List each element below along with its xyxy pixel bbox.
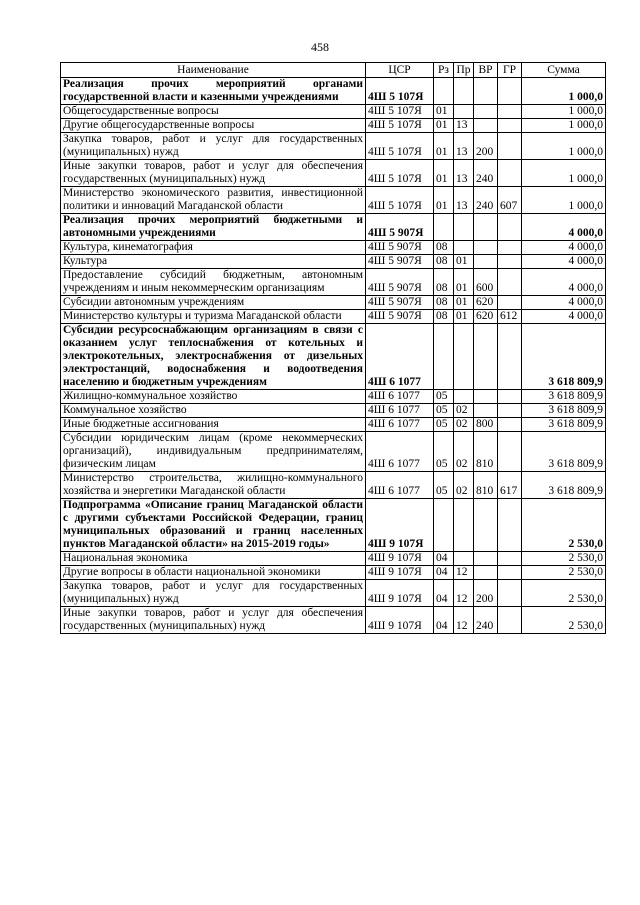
cell-gr bbox=[498, 580, 522, 607]
table-row bbox=[61, 390, 606, 404]
cell-pr: 13 bbox=[454, 119, 474, 133]
cell-sum: 1 000,0 bbox=[522, 133, 606, 160]
cell-rz: 08 bbox=[434, 255, 454, 269]
cell-csr: 4Ш 6 1077 bbox=[366, 418, 434, 432]
cell-name: Другие вопросы в области национальной экономики bbox=[61, 566, 366, 580]
cell-pr bbox=[454, 552, 474, 566]
table-row bbox=[61, 324, 606, 390]
cell-sum: 1 000,0 bbox=[522, 105, 606, 119]
cell-vr: 600 bbox=[474, 269, 498, 296]
cell-csr: 4Ш 9 107Я bbox=[366, 499, 434, 552]
cell-csr: 4Ш 5 907Я bbox=[366, 296, 434, 310]
cell-csr: 4Ш 6 1077 bbox=[366, 324, 434, 390]
cell-name: Другие общегосударственные вопросы bbox=[61, 119, 366, 133]
page-number: 458 bbox=[311, 40, 329, 54]
cell-vr bbox=[474, 324, 498, 390]
cell-name: Закупка товаров, работ и услуг для государственных (муниципальных) нужд bbox=[61, 580, 366, 607]
cell-vr bbox=[474, 566, 498, 580]
cell-name: Общегосударственные вопросы bbox=[61, 105, 366, 119]
cell-gr bbox=[498, 499, 522, 552]
cell-gr: 607 bbox=[498, 187, 522, 214]
cell-sum: 3 618 809,9 bbox=[522, 472, 606, 499]
cell-rz: 01 bbox=[434, 160, 454, 187]
table-row bbox=[61, 418, 606, 432]
cell-rz: 05 bbox=[434, 390, 454, 404]
cell-csr: 4Ш 9 107Я bbox=[366, 607, 434, 634]
cell-gr bbox=[498, 133, 522, 160]
table-header-row bbox=[61, 63, 606, 78]
cell-csr: 4Ш 9 107Я bbox=[366, 552, 434, 566]
table-row bbox=[61, 580, 606, 607]
cell-vr bbox=[474, 499, 498, 552]
cell-rz bbox=[434, 214, 454, 241]
cell-pr: 02 bbox=[454, 432, 474, 472]
table-row bbox=[61, 499, 606, 552]
table-row bbox=[61, 566, 606, 580]
cell-rz: 04 bbox=[434, 580, 454, 607]
table-row bbox=[61, 607, 606, 634]
cell-rz bbox=[434, 78, 454, 105]
table-row bbox=[61, 296, 606, 310]
cell-pr bbox=[454, 214, 474, 241]
table-row bbox=[61, 310, 606, 324]
cell-rz: 05 bbox=[434, 404, 454, 418]
cell-vr: 810 bbox=[474, 472, 498, 499]
table-row bbox=[61, 214, 606, 241]
table-row bbox=[61, 160, 606, 187]
cell-sum: 4 000,0 bbox=[522, 255, 606, 269]
cell-pr: 12 bbox=[454, 607, 474, 634]
header-rz: Рз bbox=[434, 63, 454, 78]
cell-csr: 4Ш 6 1077 bbox=[366, 390, 434, 404]
cell-sum: 1 000,0 bbox=[522, 78, 606, 105]
cell-vr bbox=[474, 78, 498, 105]
cell-rz: 08 bbox=[434, 310, 454, 324]
cell-rz: 05 bbox=[434, 472, 454, 499]
cell-name: Субсидии ресурсоснабжающим организациям в связи с оказанием услуг теплоснабжения от котельных и электрокотельных, электроснабжения от дизельных электростанций, водоснабжения и водоотведения населению и бюджетным учреждениям bbox=[61, 324, 366, 390]
cell-gr bbox=[498, 607, 522, 634]
cell-name: Иные закупки товаров, работ и услуг для обеспечения государственных (муниципальных) нужд bbox=[61, 160, 366, 187]
table-row bbox=[61, 269, 606, 296]
cell-rz: 01 bbox=[434, 119, 454, 133]
cell-gr bbox=[498, 269, 522, 296]
cell-gr bbox=[498, 390, 522, 404]
cell-sum: 3 618 809,9 bbox=[522, 432, 606, 472]
cell-csr: 4Ш 5 907Я bbox=[366, 214, 434, 241]
cell-csr: 4Ш 5 907Я bbox=[366, 255, 434, 269]
cell-vr: 200 bbox=[474, 133, 498, 160]
cell-pr: 02 bbox=[454, 404, 474, 418]
cell-csr: 4Ш 9 107Я bbox=[366, 566, 434, 580]
cell-vr: 620 bbox=[474, 296, 498, 310]
cell-sum: 3 618 809,9 bbox=[522, 390, 606, 404]
cell-pr: 01 bbox=[454, 310, 474, 324]
table-row bbox=[61, 187, 606, 214]
header-sum: Сумма bbox=[522, 63, 606, 78]
cell-sum: 2 530,0 bbox=[522, 552, 606, 566]
cell-pr: 01 bbox=[454, 255, 474, 269]
table-row bbox=[61, 105, 606, 119]
cell-sum: 3 618 809,9 bbox=[522, 418, 606, 432]
cell-sum: 1 000,0 bbox=[522, 160, 606, 187]
cell-vr bbox=[474, 105, 498, 119]
cell-sum: 4 000,0 bbox=[522, 296, 606, 310]
cell-name: Реализация прочих мероприятий бюджетными и автономными учреждениями bbox=[61, 214, 366, 241]
cell-csr: 4Ш 5 107Я bbox=[366, 187, 434, 214]
cell-sum: 2 530,0 bbox=[522, 499, 606, 552]
cell-name: Культура bbox=[61, 255, 366, 269]
cell-sum: 4 000,0 bbox=[522, 241, 606, 255]
cell-gr bbox=[498, 255, 522, 269]
cell-rz: 01 bbox=[434, 133, 454, 160]
cell-name: Иные бюджетные ассигнования bbox=[61, 418, 366, 432]
cell-sum: 3 618 809,9 bbox=[522, 324, 606, 390]
cell-gr bbox=[498, 241, 522, 255]
cell-sum: 3 618 809,9 bbox=[522, 404, 606, 418]
header-gr: ГР bbox=[498, 63, 522, 78]
table-row bbox=[61, 241, 606, 255]
cell-pr: 12 bbox=[454, 566, 474, 580]
cell-name: Коммунальное хозяйство bbox=[61, 404, 366, 418]
table-row bbox=[61, 78, 606, 105]
cell-csr: 4Ш 5 907Я bbox=[366, 241, 434, 255]
cell-vr bbox=[474, 241, 498, 255]
header-vr: ВР bbox=[474, 63, 498, 78]
table-body bbox=[61, 78, 606, 634]
cell-name: Министерство экономического развития, инвестиционной политики и инноваций Магаданской области bbox=[61, 187, 366, 214]
cell-csr: 4Ш 5 107Я bbox=[366, 160, 434, 187]
cell-gr bbox=[498, 78, 522, 105]
cell-vr: 200 bbox=[474, 580, 498, 607]
cell-gr bbox=[498, 566, 522, 580]
header-name: Наименование bbox=[61, 63, 366, 78]
table-row bbox=[61, 119, 606, 133]
cell-sum: 4 000,0 bbox=[522, 310, 606, 324]
cell-name: Реализация прочих мероприятий органами государственной власти и казенными учреждениями bbox=[61, 78, 366, 105]
cell-rz: 01 bbox=[434, 105, 454, 119]
cell-gr bbox=[498, 418, 522, 432]
cell-gr bbox=[498, 552, 522, 566]
cell-csr: 4Ш 9 107Я bbox=[366, 580, 434, 607]
cell-gr bbox=[498, 432, 522, 472]
cell-vr: 620 bbox=[474, 310, 498, 324]
cell-gr bbox=[498, 119, 522, 133]
cell-vr bbox=[474, 119, 498, 133]
cell-pr: 13 bbox=[454, 187, 474, 214]
cell-pr: 02 bbox=[454, 418, 474, 432]
cell-csr: 4Ш 6 1077 bbox=[366, 404, 434, 418]
cell-vr: 240 bbox=[474, 607, 498, 634]
cell-gr bbox=[498, 105, 522, 119]
cell-name: Жилищно-коммунальное хозяйство bbox=[61, 390, 366, 404]
cell-sum: 2 530,0 bbox=[522, 607, 606, 634]
cell-pr: 01 bbox=[454, 269, 474, 296]
cell-rz: 05 bbox=[434, 432, 454, 472]
cell-csr: 4Ш 5 907Я bbox=[366, 269, 434, 296]
cell-name: Министерство культуры и туризма Магаданской области bbox=[61, 310, 366, 324]
cell-vr: 800 bbox=[474, 418, 498, 432]
cell-vr bbox=[474, 390, 498, 404]
cell-sum: 2 530,0 bbox=[522, 580, 606, 607]
table-row bbox=[61, 552, 606, 566]
table-row bbox=[61, 404, 606, 418]
cell-pr: 13 bbox=[454, 133, 474, 160]
cell-vr bbox=[474, 552, 498, 566]
cell-name: Предоставление субсидий бюджетным, автономным учреждениям и иным некоммерческим организациям bbox=[61, 269, 366, 296]
cell-pr bbox=[454, 324, 474, 390]
cell-sum: 4 000,0 bbox=[522, 214, 606, 241]
cell-csr: 4Ш 5 107Я bbox=[366, 119, 434, 133]
cell-pr bbox=[454, 499, 474, 552]
cell-gr: 617 bbox=[498, 472, 522, 499]
cell-pr: 12 bbox=[454, 580, 474, 607]
cell-gr bbox=[498, 160, 522, 187]
cell-rz: 08 bbox=[434, 269, 454, 296]
cell-gr bbox=[498, 324, 522, 390]
cell-gr bbox=[498, 296, 522, 310]
cell-vr: 810 bbox=[474, 432, 498, 472]
cell-vr bbox=[474, 214, 498, 241]
cell-name: Субсидии автономным учреждениям bbox=[61, 296, 366, 310]
cell-rz bbox=[434, 324, 454, 390]
header-pr: Пр bbox=[454, 63, 474, 78]
cell-name: Министерство строительства, жилищно-коммунального хозяйства и энергетики Магаданской области bbox=[61, 472, 366, 499]
cell-rz: 05 bbox=[434, 418, 454, 432]
cell-sum: 1 000,0 bbox=[522, 119, 606, 133]
cell-pr: 02 bbox=[454, 472, 474, 499]
cell-gr bbox=[498, 214, 522, 241]
cell-pr bbox=[454, 390, 474, 404]
cell-csr: 4Ш 5 107Я bbox=[366, 105, 434, 119]
cell-name: Закупка товаров, работ и услуг для государственных (муниципальных) нужд bbox=[61, 133, 366, 160]
cell-rz: 08 bbox=[434, 241, 454, 255]
table-row bbox=[61, 133, 606, 160]
cell-pr: 13 bbox=[454, 160, 474, 187]
cell-gr: 612 bbox=[498, 310, 522, 324]
cell-vr bbox=[474, 255, 498, 269]
header-csr: ЦСР bbox=[366, 63, 434, 78]
cell-vr: 240 bbox=[474, 187, 498, 214]
cell-csr: 4Ш 5 107Я bbox=[366, 78, 434, 105]
cell-name: Национальная экономика bbox=[61, 552, 366, 566]
budget-table bbox=[60, 62, 606, 634]
cell-rz: 08 bbox=[434, 296, 454, 310]
cell-name: Подпрограмма «Описание границ Магаданской области с другими субъектами Российской Федерации, границ муниципальных образований и границ населенных пунктов Магаданской области» на 2015-2019 годы» bbox=[61, 499, 366, 552]
cell-sum: 1 000,0 bbox=[522, 187, 606, 214]
cell-gr bbox=[498, 404, 522, 418]
cell-csr: 4Ш 6 1077 bbox=[366, 472, 434, 499]
cell-csr: 4Ш 5 907Я bbox=[366, 310, 434, 324]
cell-pr bbox=[454, 241, 474, 255]
cell-pr: 01 bbox=[454, 296, 474, 310]
cell-vr: 240 bbox=[474, 160, 498, 187]
cell-rz: 04 bbox=[434, 566, 454, 580]
cell-name: Культура, кинематография bbox=[61, 241, 366, 255]
cell-rz: 01 bbox=[434, 187, 454, 214]
cell-csr: 4Ш 6 1077 bbox=[366, 432, 434, 472]
cell-pr bbox=[454, 105, 474, 119]
table-row bbox=[61, 255, 606, 269]
cell-name: Иные закупки товаров, работ и услуг для обеспечения государственных (муниципальных) нужд bbox=[61, 607, 366, 634]
cell-vr bbox=[474, 404, 498, 418]
table-row bbox=[61, 432, 606, 472]
cell-sum: 2 530,0 bbox=[522, 566, 606, 580]
cell-csr: 4Ш 5 107Я bbox=[366, 133, 434, 160]
cell-pr bbox=[454, 78, 474, 105]
cell-sum: 4 000,0 bbox=[522, 269, 606, 296]
cell-rz: 04 bbox=[434, 552, 454, 566]
cell-rz bbox=[434, 499, 454, 552]
cell-rz: 04 bbox=[434, 607, 454, 634]
table-row bbox=[61, 472, 606, 499]
cell-name: Субсидии юридическим лицам (кроме некоммерческих организаций), индивидуальным предпринимателям, физическим лицам bbox=[61, 432, 366, 472]
